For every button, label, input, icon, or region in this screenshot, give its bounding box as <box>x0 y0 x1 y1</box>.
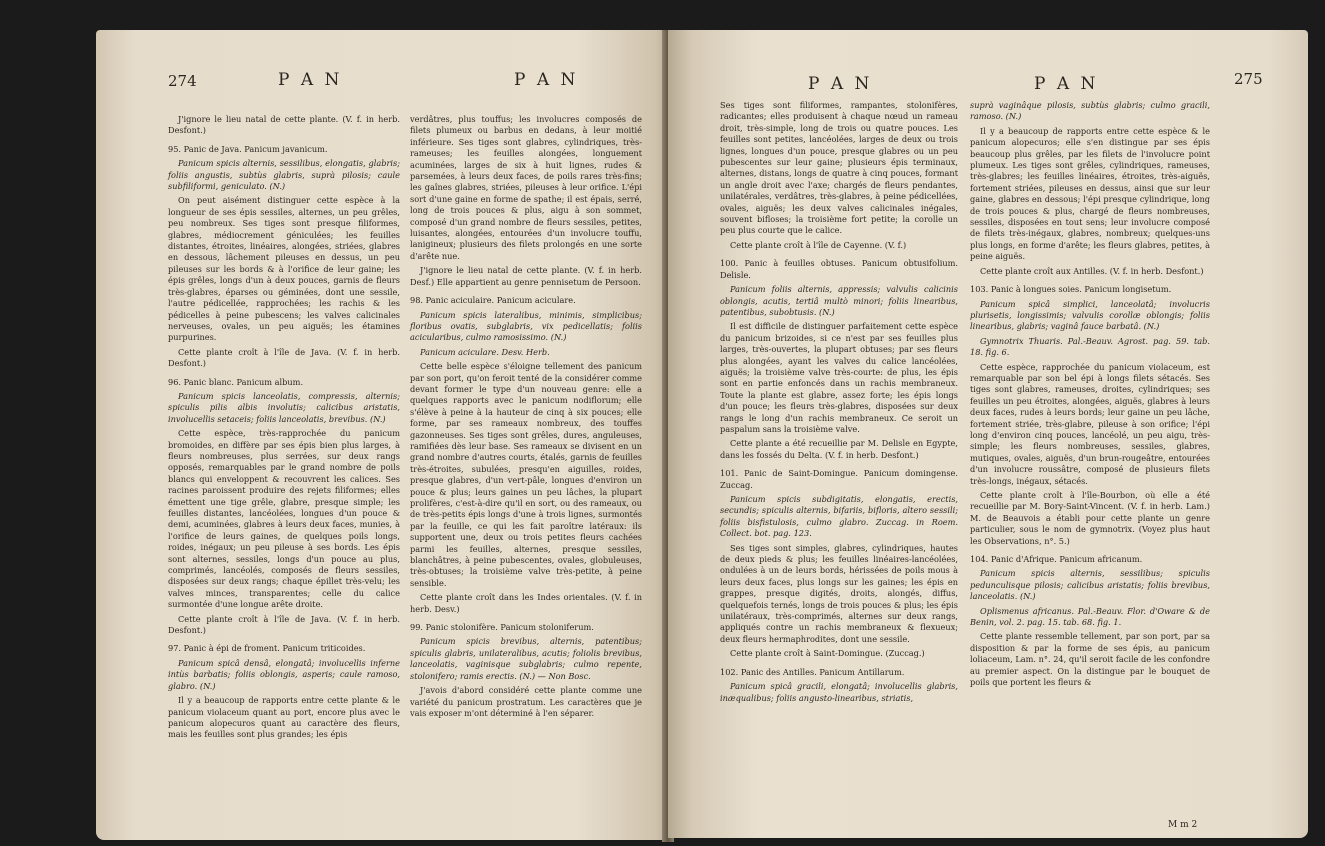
paragraph: Il y a beaucoup de rapports entre cette plante & le panicum violaceum quant au port, encore plus avec le panicum alopecuros quant au caractère des fleurs, mais les feuilles sont plus grandes; les épis <box>168 695 400 740</box>
paragraph: On peut aisément distinguer cette espèce à la longueur de ses épis sessiles, alternes, un peu grêles, peu nombreux. Ses tiges sont presque filiformes, glabres, médiocrement géniculées; les feuilles distantes, étroites, linéaires, alongées, striées, glabres en dessous, lâchement pileuses en dessus, un peu pileuses sur les bords & à l'orifice de leur gaine; les épis grêles, longs d'un à deux pouces, garnis de fleurs très-glabres, éparses ou géminées, dont une sessile, l'autre pédicellée, rapprochées; les rachis & les pédicelles à peine pubescens; les valves calicinales nerveuses, ovales, un peu aiguës; les étamines purpurines. <box>168 195 400 343</box>
paragraph: Cette belle espèce s'éloigne tellement des panicum par son port, qu'on feroit tenté de la considérer comme devant former le type d'un nouveau genre: elle a quelques rapports avec le panicum nodiflorum; elle s'élève à peine à la hauteur de cinq à six pouces; elle forme, par ses rameaux nombreux, des touffes gazonneuses. Ses tiges sont grêles, dures, anguleuses, ramifiées dès leur base. Ses rameaux se divisent en un grand nombre d'autres courts, étalés, garnis de feuilles très-étroites, subulées, presqu'en aiguilles, roides, presque glabres, d'un vert-pâle, longues d'environ un pouce & plus; leurs gaines un peu lâches, la plupart prolifères, c'est-à-dire qu'il en sort, ou des rameaux, ou de très-petits épis longs d'une à trois lignes, surmontés par la feuille, ce qui les fait paroître latéraux: ils supportent une, deux ou trois petites fleurs cachées parmi les feuilles, alternes, presque sessiles, blanchâtres, à peine pubescentes, ovales, globuleuses, très-obtuses; la troisième valve très-petite, à peine sensible. <box>410 361 642 588</box>
entry-heading: 100. Panic à feuilles obtuses. Panicum obtusifolium. Delisle. <box>720 258 958 280</box>
paragraph: J'ignore le lieu natal de cette plante. (V. f. in herb. Desfont.) <box>168 114 400 136</box>
paragraph: Ses tiges sont simples, glabres, cylindriques, hautes de deux pieds & plus; les feuilles linéaires-lancéolées, ondulées à un de leurs bords, hérissées de poils mous à leurs deux faces, plus longs sur les gaines; les épis en grappes, presque digités, droits, alongés, diffus, quelquefois ternés, longs de trois pouces & plus; les épis unilatéraux, très-comprimés, alternes sur deux rangs, appliqués contre un rachis membraneux & flexueux; deux fleurs hermaphrodites, dont une sessile. <box>720 542 958 644</box>
paragraph: J'avois d'abord considéré cette plante comme une variété du panicum prostratum. Les caractères que je vais exposer m'ont déterminé à l'en séparer. <box>410 685 642 718</box>
entry-heading: 103. Panic à longues soies. Panicum longisetum. <box>970 284 1172 295</box>
entry-heading: 97. Panic à épi de froment. Panicum triticoides. <box>168 643 366 654</box>
paragraph: Cette plante croît aux Antilles. (V. f. in herb. Desfont.) <box>980 265 1204 276</box>
running-header: P A N <box>1034 74 1099 94</box>
latin-diagnosis: Panicum spicis alternis, sessilibus, elongatis, glabris; foliis angustis, subtùs glabris, suprà pilosis; caule subfiliformi, geniculato. (N.) <box>168 158 400 192</box>
paragraph: Cette plante croît à l'île de Cayenne. (V. f.) <box>730 239 907 250</box>
text-column-right-1 <box>720 100 958 707</box>
paragraph: Cette plante croît à Saint-Domingue. (Zuccag.) <box>730 648 925 659</box>
page-number-right: 275 <box>1234 70 1263 88</box>
latin-diagnosis: suprà vaginâque pilosis, subtùs glabris; culmo gracili, ramoso. (N.) <box>970 100 1210 122</box>
entry-heading: 102. Panic des Antilles. Panicum Antillarum. <box>720 666 905 677</box>
running-header: P A N <box>808 74 873 94</box>
synonym: Oplismenus africanus. Pal.-Beauv. Flor. d'Oware & de Benin, vol. 2. pag. 15. tab. 68. fig. 1. <box>970 605 1210 628</box>
entry-heading: 96. Panic blanc. Panicum album. <box>168 376 304 387</box>
paragraph: Ses tiges sont filiformes, rampantes, stolonifères, radicantes; elles produisent à chaque nœud un rameau droit, très-simple, long de trois ou quatre pouces. Les feuilles sont petites, lancéolées, larges de deux ou trois lignes, longues d'un pouce, presque glabres ou un peu pubescentes sur leur gaine; plusieurs épis terminaux, alternes, distans, longs de quatre à cinq pouces, formant un angle droit avec l'axe; chargés de fleurs pendantes, unilatérales, verdâtres, très-glabres, à peine pédicellées, ovales, aiguës; les deux valves calicinales inégales, souvent bifloses; la troisième fort petite; la corolle un peu plus courte que le calice. <box>720 100 958 236</box>
paragraph: Cette plante croît à l'île-Bourbon, où elle a été recueillie par M. Bory-Saint-Vincent. (V. f. in herb. Lam.) M. de Beauvois a établi pour cette plante un genre particulier, sous le nom de gymnotrix. (Voyez plus haut les Observations, n°. 5.) <box>970 490 1210 546</box>
page-number-left: 274 <box>168 72 197 90</box>
paragraph: Cette espèce, très-rapprochée du panicum bromoides, en diffère par ses épis bien plus larges, à fleurs nombreuses, plus serrées, sur deux rangs opposés, remarquables par le grand nombre de poils blancs qui enveloppent & recouvrent les calices. Ses racines paroissent produire des rejets filiformes; elles émettent une tige grêle, glabre, presque simple; les feuilles distantes, lancéolées, longues d'un pouce & demi, acuminées, glabres à leurs deux faces, munies, à l'orifice de leurs gaines, de quelques poils longs, roides, inégaux; un peu pileuse à ses bords. Les épis sont alternes, sessiles, longs d'un pouce au plus, comprimés, lancéolés, composés de fleurs sessiles, disposées sur deux rangs; chaque épillet très-velu; les valves minces, transparentes; celle du calice surmontée d'une longue arête droite. <box>168 428 400 610</box>
entry-heading: 99. Panic stolonifère. Panicum stoloniferum. <box>410 622 594 633</box>
latin-diagnosis: Panicum spicis alternis, sessilibus; spiculis pedunculisque pilosis; calicibus aristatis; foliis brevibus, lanceolatis. (N.) <box>970 568 1210 602</box>
latin-diagnosis: Panicum spicis brevibus, alternis, patentibus; spiculis glabris, unilateralibus, acutis; foliolis brevibus, lanceolatis, vaginisque subglabris; culmo repente, stolonifero; ramis erectis. (N.) — Non Bosc. <box>410 636 642 681</box>
latin-diagnosis: Panicum spicis lanceolatis, compressis, alternis; spiculis pilis albis involutis; calicibus aristatis, involucellis setaceis; foliis lanceolatis, brevibus. (N.) <box>168 390 400 424</box>
entry-heading: 95. Panic de Java. Panicum javanicum. <box>168 143 328 154</box>
right-page <box>668 30 1308 838</box>
latin-diagnosis: Panicum spicis lateralibus, minimis, simplicibus; floribus ovatis, subglabris, vix pedicellatis; foliis acicularibus, culmo ramosissimo. (N.) <box>410 309 642 343</box>
running-header: P A N <box>514 70 579 90</box>
latin-diagnosis: Panicum spicâ densâ, elongatâ; involucellis inferne intùs barbatis; foliis oblongis, asperis; caule ramoso, glabro. (N.) <box>168 657 400 691</box>
latin-diagnosis: Panicum spicis subdigitatis, elongatis, erectis, secundis; spiculis alternis, bifariis, bifloris, altero sessili; foliis bisfistulosis, culmo glabro. Zuccag. in Roem. Collect. bot. pag. 123. <box>720 494 958 539</box>
left-page <box>96 30 668 840</box>
paragraph: Cette plante croît à l'île de Java. (V. f. in herb. Desfont.) <box>168 613 400 636</box>
paragraph: J'ignore le lieu natal de cette plante. (V. f. in herb. Desf.) Elle appartient au genre pennisetum de Persoon. <box>410 265 642 287</box>
synonym: Panicum aciculare. Desv. Herb. <box>420 346 550 357</box>
entry-heading: 101. Panic de Saint-Domingue. Panicum domingense. Zuccag. <box>720 468 958 490</box>
synonym: Gymnotrix Thuaris. Pal.-Beauv. Agrost. pag. 59. tab. 18. fig. 6. <box>970 335 1210 358</box>
latin-diagnosis: Panicum spicâ gracili, elongatâ; involucellis glabris, inæqualibus; foliis angusto-linearibus, striatis, <box>720 681 958 703</box>
paragraph: Cette plante a été recueillie par M. Delisle en Egypte, dans les fossés du Delta. (V. f. in herb. Desfont.) <box>720 438 958 460</box>
latin-diagnosis: Panicum spicâ simplici, lanceolatâ; involucris plurisetis, longissimis; valvulis corollæ oblongis; foliis linearibus, glabris; vaginâ fauce barbatâ. (N.) <box>970 298 1210 332</box>
paragraph: Il y a beaucoup de rapports entre cette espèce & le panicum alopecuros; elle s'en distingue par ses épis beaucoup plus grêles, par les filets de l'involucre point plumeux. Les tiges sont grêles, cylindriques, rameuses, très-glabres; les feuilles linéaires, étroites, très-aiguës, fortement striées, pileuses en dessus, ainsi que sur leur gaine, glabres en dessous; l'épi presque cylindrique, long de trois pouces & plus, chargé de fleurs nombreuses, sessiles, disposées en tout sens; leur involucre composé de filets très-inégaux, glabres, nombreux; quelques-uns plus longs, en forme d'arête; les fleurs glabres, petites, à peine aiguës. <box>970 125 1210 262</box>
signature-mark: M m 2 <box>1168 820 1198 830</box>
latin-diagnosis: Panicum foliis alternis, appressis; valvulis calicinis oblongis, acutis, tertiâ multò minori; foliis linearibus, patentibus, subobtusis. (N.) <box>720 284 958 317</box>
entry-heading: 104. Panic d'Afrique. Panicum africanum. <box>970 554 1143 565</box>
text-column-right-2 <box>970 100 1210 692</box>
paragraph: Cette plante croît à l'île de Java. (V. f. in herb. Desfont.) <box>168 346 400 369</box>
entry-heading: 98. Panic aciculaire. Panicum aciculare. <box>410 295 576 306</box>
paragraph: Cette plante ressemble tellement, par son port, par sa disposition & par la forme de ses épis, au panicum loliaceum, Lam. n°. 24, qu'il seroit facile de les confondre au premier aspect. On la distingue par le bouquet de poils que portent les fleurs & <box>970 631 1210 688</box>
running-header: P A N <box>278 70 343 90</box>
paragraph: verdâtres, plus touffus; les involucres composés de filets plumeux ou barbus en dedans, à leur moitié inférieure. Ses tiges sont glabres, cylindriques, très-rameuses; les feuilles alongées, longuement acuminées, larges de six à huit lignes, rudes & parsemées, à leurs deux faces, de poils rares très-fins; les gaînes glabres, striées, pileuses à leur orifice. L'épi sort d'une gaine en forme de spathe; il est épais, serré, long de trois pouces & plus, aigu à son sommet, composé d'un grand nombre de fleurs sessiles, petites, luisantes, alongées, entourées d'un involucre touffu, laniginеux; plusieurs des filets prolongés en une sorte d'arête nue. <box>410 114 642 261</box>
paragraph: Cette plante croît dans les Indes orientales. (V. f. in herb. Desv.) <box>410 592 642 614</box>
text-column-left-2 <box>410 114 642 722</box>
paragraph: Il est difficile de distinguer parfaitement cette espèce du panicum brizoides, si ce n'est par ses feuilles plus larges, très-ouvertes, la plupart obtuses; par ses fleurs plus alongées, ayant les valves du calice lancéolées, aiguës; la troisième valve très-courte: de plus, les épis sont en partie enfoncés dans un rachis membraneux. Toute la plante est glabre, assez forte; les épis longs d'un pouce; les fleurs très-glabres, disposées sur deux rangs le long d'un rachis membraneux. Ce seroit un paspalum sans la troisième valve. <box>720 321 958 434</box>
text-column-left-1 <box>168 114 400 744</box>
paragraph: Cette espèce, rapprochée du panicum violaceum, est remarquable par son bel épi à longs filets sétacés. Ses tiges sont glabres, rameuses, droites, cylindriques; ses feuilles un peu étroites, alongées, aiguës, glabres à leurs deux faces, rudes à leurs bords; leur gaine un peu lâche, fortement striée, très-glabre, pileuse à son orifice; l'épi long d'environ cinq pouces, lancéolé, un peu aigu, très-simple; les fleurs nombreuses, sessiles, glabres, mutiques, ovales, aiguës, d'un brun-rougeâtre, entourées d'un involucre roussâtre, composé de plusieurs filets très-longs, inégaux, sétacés. <box>970 361 1210 486</box>
